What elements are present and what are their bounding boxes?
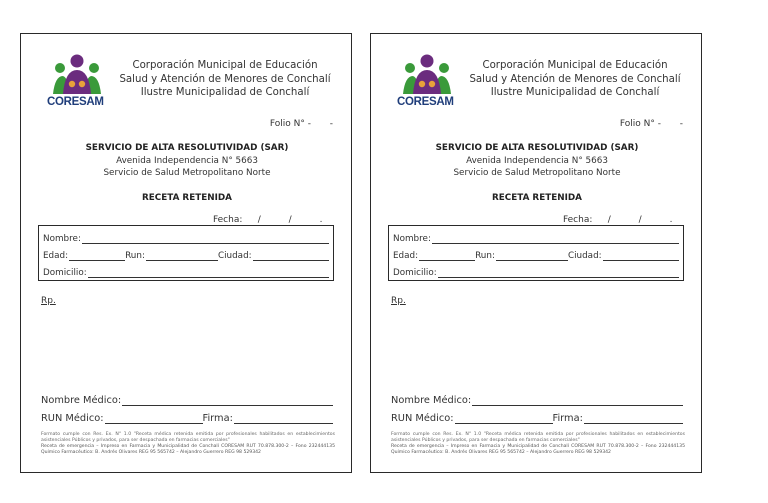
service-address: Avenida Independencia N° 5663	[466, 155, 608, 166]
run-firma-row	[391, 412, 683, 424]
patient-info-box	[388, 225, 684, 281]
footer-line-1: Formato cumple con Res. Ex. N° 1.0 "Receta médica retenida emitida por profesionales habilitados en establecimientos asistenciales Públicos y privados, para ser despachada en farmacias comerciales"	[41, 432, 335, 443]
edad-label: Edad:	[393, 251, 419, 261]
service-block	[21, 142, 353, 180]
prescription-form-left	[20, 33, 352, 473]
nombre-line[interactable]	[82, 233, 329, 244]
fecha-label: Fecha:	[212, 215, 243, 225]
footer-note	[41, 432, 335, 456]
medico-label: Nombre Médico:	[41, 395, 122, 406]
service-title: SERVICIO DE ALTA RESOLUTIVIDAD (SAR)	[85, 143, 289, 153]
receta-title: RECETA RETENIDA	[142, 193, 232, 203]
fecha-field	[21, 215, 335, 225]
run-firma-row	[41, 412, 333, 424]
form-header	[397, 54, 687, 114]
health-service-name: Servicio de Salud Metropolitano Norte	[453, 168, 621, 178]
ciudad-line[interactable]	[603, 250, 679, 261]
edad-label: Edad:	[43, 251, 69, 261]
domicilio-label: Domicilio:	[43, 268, 87, 278]
run-line[interactable]	[146, 250, 218, 261]
nombre-label: Nombre:	[43, 234, 81, 244]
footer-line-2: Receta de emergencia – Impreso en Farmacia y Municipalidad de Conchalí CORESAM RUT 70.878.300-2 – Fono 232444135 Químico Farmacéutico: B. Andrés Olivares REG 95 565742 – Alejandro Guerrero REG 98 529342	[391, 444, 685, 455]
nombre-row	[393, 230, 679, 244]
prescription-form-right	[370, 33, 702, 473]
org-line-2: Salud y Atención de Menores de Conchalí	[119, 73, 331, 85]
service-address: Avenida Independencia N° 5663	[116, 155, 258, 166]
org-line-1: Corporación Municipal de Educación	[482, 60, 668, 71]
folio-dash: -	[329, 119, 333, 129]
date-separator: /	[638, 215, 642, 225]
ciudad-label: Ciudad:	[217, 251, 252, 261]
service-title: SERVICIO DE ALTA RESOLUTIVIDAD (SAR)	[435, 143, 639, 153]
date-end: .	[669, 215, 673, 225]
footer-line-2: Receta de emergencia – Impreso en Farmacia y Municipalidad de Conchalí CORESAM RUT 70.878.300-2 – Fono 232444135 Químico Farmacéutico: B. Andrés Olivares REG 95 565742 – Alejandro Guerrero REG 98 529342	[41, 444, 335, 455]
run-medico-label: RUN Médico:	[391, 413, 454, 424]
domicilio-line[interactable]	[438, 267, 679, 278]
edad-run-ciudad-row	[43, 247, 329, 261]
org-line-3: Ilustre Municipalidad de Conchalí	[490, 87, 660, 98]
date-end: .	[319, 215, 323, 225]
form-header	[47, 54, 337, 114]
date-separator: /	[288, 215, 292, 225]
nombre-row	[43, 230, 329, 244]
footer-note	[391, 432, 685, 456]
rp-label: Rp.	[391, 296, 406, 306]
run-line[interactable]	[496, 250, 568, 261]
domicilio-row	[43, 264, 329, 278]
medico-line[interactable]	[122, 394, 333, 406]
medico-row	[391, 394, 683, 406]
firma-line[interactable]	[234, 412, 333, 424]
org-line-1: Corporación Municipal de Educación	[132, 60, 318, 71]
footer-line-1: Formato cumple con Res. Ex. N° 1.0 "Receta médica retenida emitida por profesionales habilitados en establecimientos asistenciales Públicos y privados, para ser despachada en farmacias comerciales"	[391, 432, 685, 443]
health-service-name: Servicio de Salud Metropolitano Norte	[103, 168, 271, 178]
nombre-label: Nombre:	[393, 234, 431, 244]
run-medico-label: RUN Médico:	[41, 413, 104, 424]
run-label: Run:	[475, 251, 495, 261]
medico-label: Nombre Médico:	[391, 395, 472, 406]
run-medico-line[interactable]	[455, 412, 553, 424]
brand-name: CORESAM	[397, 96, 454, 108]
org-line-2: Salud y Atención de Menores de Conchalí	[469, 73, 681, 85]
organization-name	[457, 59, 693, 100]
domicilio-label: Domicilio:	[393, 268, 437, 278]
organization-name	[107, 59, 343, 100]
rp-label: Rp.	[41, 296, 56, 306]
firma-label: Firma:	[202, 413, 233, 424]
edad-run-ciudad-row	[393, 247, 679, 261]
ciudad-label: Ciudad:	[567, 251, 602, 261]
nombre-line[interactable]	[432, 233, 679, 244]
folio-label: Folio N° -	[619, 119, 661, 129]
medico-line[interactable]	[472, 394, 683, 406]
firma-line[interactable]	[584, 412, 683, 424]
run-label: Run:	[125, 251, 145, 261]
edad-line[interactable]	[69, 250, 125, 261]
edad-line[interactable]	[419, 250, 475, 261]
ciudad-line[interactable]	[253, 250, 329, 261]
folio-field	[371, 119, 683, 129]
domicilio-line[interactable]	[88, 267, 329, 278]
brand-name: CORESAM	[47, 96, 104, 108]
run-medico-line[interactable]	[105, 412, 203, 424]
service-block	[371, 142, 703, 180]
firma-label: Firma:	[552, 413, 583, 424]
patient-info-box	[38, 225, 334, 281]
fecha-label: Fecha:	[562, 215, 593, 225]
date-separator: /	[607, 215, 611, 225]
folio-dash: -	[679, 119, 683, 129]
folio-field	[21, 119, 333, 129]
receta-title: RECETA RETENIDA	[492, 193, 582, 203]
domicilio-row	[393, 264, 679, 278]
folio-label: Folio N° -	[269, 119, 311, 129]
date-separator: /	[257, 215, 261, 225]
fecha-field	[371, 215, 685, 225]
medico-row	[41, 394, 333, 406]
org-line-3: Ilustre Municipalidad de Conchalí	[140, 87, 310, 98]
